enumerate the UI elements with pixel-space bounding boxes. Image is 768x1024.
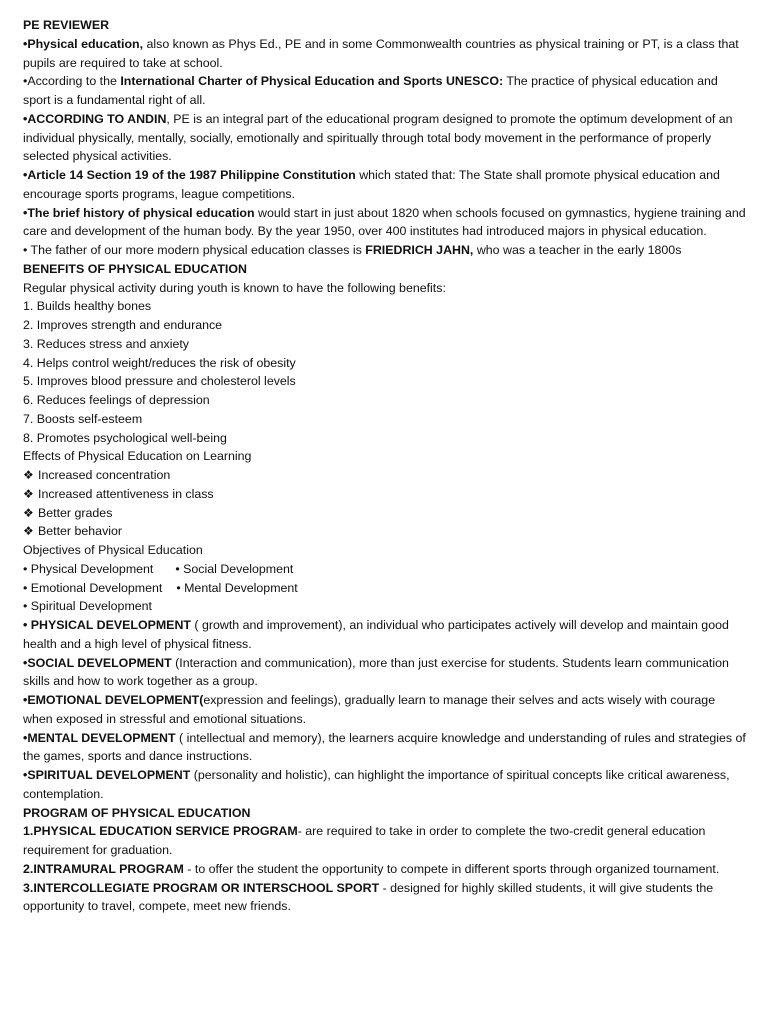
benefit-item: 2. Improves strength and endurance bbox=[23, 318, 223, 332]
benefits-heading: BENEFITS OF PHYSICAL EDUCATION bbox=[23, 261, 247, 276]
benefit-item: 1. Builds healthy bones bbox=[23, 299, 152, 314]
diamond-bullet-icon: ❖ bbox=[23, 505, 34, 520]
program-item: 1.PHYSICAL EDUCATION SERVICE PROGRAM- are required to take in order to complete the two-credit general education requirement for graduation. bbox=[23, 824, 706, 857]
objective-detail: •SOCIAL DEVELOPMENT (Interaction and communication), more than just exercise for students. Students learn communication skills and how to work together as a group. bbox=[23, 655, 729, 689]
effects-heading: Effects of Physical Education on Learning bbox=[23, 449, 252, 464]
benefit-item: 4. Helps control weight/reduces the risk of obesity bbox=[23, 355, 296, 370]
effect-item: ❖ Better behavior bbox=[23, 522, 746, 541]
objective-detail: •SPIRITUAL DEVELOPMENT (personality and holistic), can highlight the importance of spiritual concepts like critical awareness, contemplation. bbox=[23, 768, 730, 801]
diamond-bullet-icon: ❖ bbox=[23, 524, 34, 539]
benefit-item: 3. Reduces stress and anxiety bbox=[23, 336, 189, 351]
diamond-bullet-icon: ❖ bbox=[23, 486, 34, 501]
effect-item: ❖ Increased attentiveness in class bbox=[23, 485, 746, 504]
objectives-row: • Emotional Development • Mental Development bbox=[23, 580, 298, 595]
program-item: 3.INTERCOLLEGIATE PROGRAM OR INTERSCHOOL SPORT - designed for highly skilled students, it will give students the opportunity to travel, compete, meet new friends. bbox=[23, 880, 714, 914]
objective-detail: • PHYSICAL DEVELOPMENT ( growth and improvement), an individual who participates actively will develop and maintain good health and a high level of physical fitness. bbox=[23, 618, 729, 651]
document-title: PE REVIEWER bbox=[23, 18, 110, 32]
program-heading: PROGRAM OF PHYSICAL EDUCATION bbox=[23, 805, 251, 820]
program-item: 2.INTRAMURAL PROGRAM - to offer the student the opportunity to compete in different sports through organized tournament. bbox=[23, 861, 720, 876]
benefit-item: 8. Promotes psychological well-being bbox=[23, 430, 227, 445]
intro-paragraph-5: •The brief history of physical education would start in just about 1820 when schools focused on gymnastics, hygiene training and care and development of the human body. By the year 1950, over 400 institutes had introduced majors in physical education. bbox=[23, 205, 746, 239]
objectives-heading: Objectives of Physical Education bbox=[23, 543, 203, 557]
benefit-item: 5. Improves blood pressure and cholesterol levels bbox=[23, 374, 296, 389]
objective-detail: •MENTAL DEVELOPMENT ( intellectual and memory), the learners acquire knowledge and understanding of rules and strategies of the games, sports and dance instructions. bbox=[23, 730, 746, 764]
objective-detail: •EMOTIONAL DEVELOPMENT(expression and feelings), gradually learn to manage their selves and acts wisely with courage when exposed in stressful and emotional situations. bbox=[23, 693, 716, 726]
effect-item: ❖ Better grades bbox=[23, 504, 746, 523]
diamond-bullet-icon: ❖ bbox=[23, 468, 34, 482]
intro-paragraph-2: •According to the International Charter of Physical Education and Sports UNESCO: The practice of physical education and sport is a fundamental right of all. bbox=[23, 74, 718, 107]
benefit-item: 6. Reduces feelings of depression bbox=[23, 393, 210, 407]
effect-item: ❖ Increased concentration bbox=[23, 466, 746, 485]
objectives-row: • Physical Development • Social Development bbox=[23, 561, 294, 576]
intro-paragraph-6: • The father of our more modern physical education classes is FRIEDRICH JAHN, who was a teacher in the early 1800s bbox=[23, 243, 682, 257]
intro-paragraph-3: •ACCORDING TO ANDIN, PE is an integral part of the educational program designed to promote the optimum development of an individual physically, mentally, socially, emotionally and spiritually through total body movement in the performance of properly selected physical activities. bbox=[23, 111, 733, 164]
benefits-lead: Regular physical activity during youth is known to have the following benefits: bbox=[23, 280, 446, 295]
benefit-item: 7. Boosts self-esteem bbox=[23, 411, 143, 426]
intro-paragraph-1: •Physical education, also known as Phys Ed., PE and in some Commonwealth countries as physical training or PT, is a class that pupils are required to take at school. bbox=[23, 36, 739, 70]
objectives-row: • Spiritual Development bbox=[23, 599, 152, 614]
intro-paragraph-4: •Article 14 Section 19 of the 1987 Philippine Constitution which stated that: The State shall promote physical education and encourage sports programs, league competitions. bbox=[23, 168, 720, 201]
